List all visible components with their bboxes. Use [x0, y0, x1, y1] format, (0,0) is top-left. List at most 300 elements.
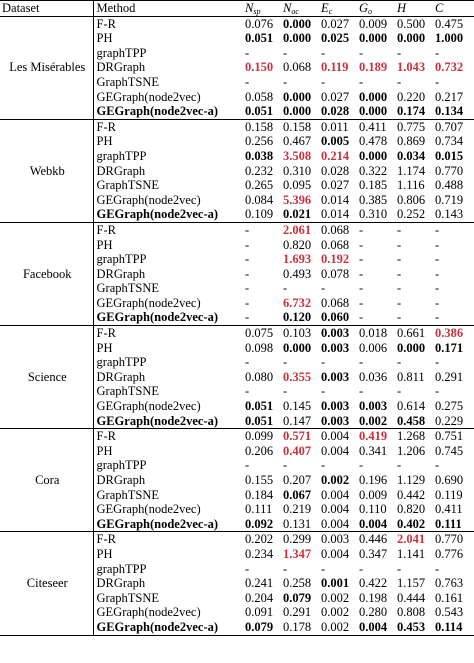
value-cell: 1.000: [435, 31, 464, 46]
value-cell: 0.000: [359, 104, 388, 119]
value-cell: -: [245, 74, 250, 89]
value-cell: -: [397, 310, 402, 325]
value-cell: 0.051: [245, 31, 274, 46]
value-cell: 0.028: [321, 104, 350, 119]
value-cell: 0.291: [283, 605, 312, 620]
value-cell: 0.155: [245, 473, 274, 487]
value-cell: 0.252: [397, 207, 426, 222]
method-cell: GEGraph(node2vec): [93, 90, 243, 105]
method-cell: F-R: [93, 326, 243, 341]
value-cell: 0.174: [397, 104, 426, 119]
method-cell: F-R: [93, 429, 243, 444]
value-cell: -: [245, 45, 250, 60]
value-cell: 0.003: [321, 413, 350, 428]
value-cell: -: [321, 355, 326, 370]
value-cell: 1.206: [397, 443, 426, 458]
method-cell: GEGraph(node2vec): [93, 399, 243, 414]
value-cell: 0.119: [435, 487, 463, 502]
value-cell: -: [397, 45, 402, 60]
value-cell: 0.291: [435, 369, 464, 384]
value-cell: 0.000: [359, 31, 388, 46]
value-cell: 0.571: [283, 429, 312, 444]
value-cell: 0.120: [283, 310, 312, 325]
method-cell: DRGraph: [93, 60, 243, 75]
dataset-label: Science: [27, 369, 67, 384]
value-cell: 1.129: [397, 473, 426, 487]
value-cell: 0.003: [321, 532, 350, 547]
value-cell: -: [283, 458, 288, 473]
value-cell: 0.467: [283, 134, 312, 149]
value-cell: 0.014: [321, 207, 350, 222]
dataset-group: [0, 119, 474, 222]
value-cell: 0.178: [283, 619, 312, 634]
value-cell: -: [359, 295, 364, 310]
value-cell: 0.386: [435, 326, 464, 341]
value-cell: -: [321, 281, 326, 296]
value-cell: 0.051: [245, 413, 274, 428]
header-metric-go: $G_o$: [359, 1, 373, 16]
value-cell: 0.806: [397, 192, 426, 207]
dataset-label: Cora: [35, 473, 60, 487]
value-cell: 0.002: [321, 590, 350, 605]
value-cell: 0.219: [283, 502, 312, 517]
value-cell: 0.079: [283, 590, 312, 605]
value-cell: -: [435, 237, 440, 252]
value-cell: 0.419: [359, 429, 388, 444]
value-cell: 0.158: [283, 119, 312, 134]
dataset-group: [0, 16, 474, 119]
value-cell: -: [245, 384, 250, 399]
value-cell: 0.207: [283, 473, 312, 487]
value-cell: -: [359, 222, 364, 237]
method-cell: DRGraph: [93, 267, 243, 282]
value-cell: 0.119: [321, 60, 349, 75]
value-cell: 0.015: [435, 148, 464, 163]
value-cell: 0.258: [283, 576, 312, 591]
value-cell: 0.275: [435, 399, 464, 414]
value-cell: -: [359, 266, 364, 281]
value-cell: 0.444: [397, 590, 426, 605]
value-cell: 5.396: [283, 192, 312, 207]
value-cell: 0.150: [245, 60, 274, 75]
value-cell: 0.004: [321, 487, 350, 502]
value-cell: 0.003: [321, 326, 350, 341]
method-cell: graphTPP: [93, 46, 243, 61]
value-cell: 0.000: [359, 148, 388, 163]
method-cell: PH: [93, 547, 243, 562]
value-cell: -: [245, 222, 250, 237]
value-cell: 0.453: [397, 619, 426, 634]
value-cell: 0.322: [359, 163, 388, 178]
value-cell: 0.068: [321, 295, 350, 310]
value-cell: -: [359, 458, 364, 473]
value-cell: 1.043: [397, 60, 426, 75]
value-cell: 0.185: [359, 178, 388, 193]
value-cell: 0.021: [283, 207, 312, 222]
value-cell: -: [245, 310, 250, 325]
value-cell: 0.158: [245, 119, 274, 134]
value-cell: 0.217: [435, 89, 464, 104]
value-cell: -: [321, 45, 326, 60]
value-cell: -: [397, 295, 402, 310]
value-cell: 0.234: [245, 546, 274, 561]
value-cell: 0.220: [397, 89, 426, 104]
value-cell: 0.091: [245, 605, 274, 620]
value-cell: -: [359, 252, 364, 267]
value-cell: -: [245, 252, 250, 267]
method-cell: graphTPP: [93, 562, 243, 577]
value-cell: -: [245, 237, 250, 252]
value-cell: 0.080: [245, 369, 274, 384]
value-cell: 2.061: [283, 222, 312, 237]
method-cell: GEGraph(node2vec): [93, 193, 243, 208]
method-cell: graphTPP: [93, 252, 243, 267]
value-cell: 0.811: [397, 369, 425, 384]
value-cell: 0.005: [321, 134, 350, 149]
value-cell: 0.004: [359, 516, 388, 531]
value-cell: 0.002: [321, 605, 350, 620]
value-cell: 0.003: [359, 399, 388, 414]
value-cell: 0.068: [283, 60, 312, 75]
value-cell: 1.347: [283, 546, 312, 561]
value-cell: 0.206: [245, 443, 274, 458]
method-cell: GEGraph(node2vec-a): [93, 310, 243, 325]
value-cell: -: [359, 281, 364, 296]
value-cell: 0.232: [245, 163, 274, 178]
value-cell: -: [283, 74, 288, 89]
table-row: [0, 326, 474, 341]
value-cell: 0.006: [359, 340, 388, 355]
header-metric-ec: $E_c$: [321, 1, 333, 16]
value-cell: 0.051: [245, 399, 274, 414]
value-cell: -: [321, 74, 326, 89]
method-cell: GEGraph(node2vec): [93, 605, 243, 620]
value-cell: -: [397, 281, 402, 296]
value-cell: 0.776: [435, 546, 464, 561]
header-dataset: Dataset: [2, 1, 40, 15]
value-cell: 0.095: [283, 178, 312, 193]
value-cell: -: [359, 45, 364, 60]
table-row: [0, 429, 474, 444]
value-cell: -: [397, 252, 402, 267]
value-cell: 0.745: [435, 443, 464, 458]
method-cell: DRGraph: [93, 164, 243, 179]
value-cell: 1.157: [397, 576, 426, 591]
value-cell: 0.411: [435, 502, 463, 517]
value-cell: 0.198: [359, 590, 388, 605]
value-cell: -: [321, 384, 326, 399]
value-cell: 0.027: [321, 16, 350, 31]
method-cell: DRGraph: [93, 473, 243, 488]
value-cell: 0.099: [245, 429, 274, 444]
value-cell: -: [435, 252, 440, 267]
value-cell: -: [359, 237, 364, 252]
value-cell: -: [397, 74, 402, 89]
value-cell: 0.018: [359, 326, 388, 341]
value-cell: 1.141: [397, 546, 426, 561]
value-cell: 0.475: [435, 16, 464, 31]
value-cell: 0.002: [321, 473, 350, 487]
value-cell: 0.500: [397, 16, 426, 31]
value-cell: -: [397, 384, 402, 399]
value-cell: 0.004: [359, 619, 388, 634]
table-row: [0, 119, 474, 134]
value-cell: -: [397, 222, 402, 237]
method-cell: DRGraph: [93, 576, 243, 591]
value-cell: 0.661: [397, 326, 426, 341]
value-cell: 0.000: [359, 89, 388, 104]
header-metric-h: H: [397, 1, 407, 15]
value-cell: 0.004: [321, 443, 350, 458]
value-cell: 0.060: [321, 310, 350, 325]
value-cell: 0.458: [397, 413, 426, 428]
dataset-group: [0, 532, 474, 635]
value-cell: 0.027: [321, 178, 350, 193]
dataset-label: Les Misérables: [9, 60, 86, 75]
value-cell: 0.004: [321, 502, 350, 517]
value-cell: 0.869: [397, 134, 426, 149]
value-cell: 0.770: [435, 532, 464, 547]
method-cell: GraphTSNE: [93, 488, 243, 503]
value-cell: 0.002: [321, 619, 350, 634]
value-cell: 0.442: [397, 487, 426, 502]
value-cell: -: [245, 561, 250, 576]
value-cell: 0.763: [435, 576, 464, 591]
value-cell: 0.614: [397, 399, 426, 414]
value-cell: 0.241: [245, 576, 274, 591]
method-cell: PH: [93, 444, 243, 459]
value-cell: 0.000: [283, 16, 312, 31]
method-cell: F-R: [93, 16, 243, 31]
value-cell: -: [283, 281, 288, 296]
value-cell: 0.068: [321, 237, 350, 252]
method-cell: GraphTSNE: [93, 384, 243, 399]
value-cell: 0.161: [435, 590, 464, 605]
value-cell: 0.002: [359, 413, 388, 428]
value-cell: 0.214: [321, 148, 350, 163]
value-cell: 1.174: [397, 163, 426, 178]
method-cell: GEGraph(node2vec-a): [93, 620, 243, 635]
header-metric-noc: $N_{oc}$: [283, 1, 299, 16]
value-cell: 0.000: [397, 31, 426, 46]
value-cell: 0.067: [283, 487, 312, 502]
value-cell: -: [283, 355, 288, 370]
value-cell: 0.110: [359, 502, 387, 517]
value-cell: 0.402: [397, 516, 426, 531]
dataset-group: [0, 326, 474, 429]
value-cell: 0.114: [435, 619, 463, 634]
value-cell: -: [435, 384, 440, 399]
value-cell: -: [245, 281, 250, 296]
value-cell: 0.265: [245, 178, 274, 193]
value-cell: 0.000: [397, 340, 426, 355]
table-row: [0, 16, 474, 31]
dataset-label: Webkb: [29, 163, 65, 178]
method-cell: DRGraph: [93, 370, 243, 385]
value-cell: 0.171: [435, 340, 464, 355]
value-cell: -: [245, 266, 250, 281]
value-cell: 0.355: [283, 369, 312, 384]
value-cell: 0.820: [397, 502, 426, 517]
value-cell: 0.446: [359, 532, 388, 547]
method-cell: GEGraph(node2vec-a): [93, 104, 243, 119]
value-cell: 0.299: [283, 532, 312, 547]
dataset-group: [0, 222, 474, 325]
value-cell: 0.347: [359, 546, 388, 561]
value-cell: 0.143: [435, 207, 464, 222]
value-cell: 0.820: [283, 237, 312, 252]
value-cell: 1.268: [397, 429, 426, 444]
value-cell: -: [435, 266, 440, 281]
value-cell: -: [397, 266, 402, 281]
value-cell: 0.075: [245, 326, 274, 341]
value-cell: -: [397, 355, 402, 370]
method-cell: F-R: [93, 532, 243, 547]
method-cell: PH: [93, 341, 243, 356]
value-cell: 0.192: [321, 252, 350, 267]
table-row: [0, 222, 474, 237]
method-cell: GraphTSNE: [93, 591, 243, 606]
dataset-label: Citeseer: [26, 576, 68, 591]
value-cell: 0.000: [283, 89, 312, 104]
method-cell: GEGraph(node2vec-a): [93, 517, 243, 532]
value-cell: -: [435, 355, 440, 370]
method-cell: PH: [93, 134, 243, 149]
value-cell: 0.111: [435, 516, 462, 531]
dataset-group: [0, 429, 474, 532]
value-cell: 0.000: [283, 340, 312, 355]
table-header: [0, 1, 474, 17]
value-cell: 0.310: [283, 163, 312, 178]
value-cell: 0.014: [321, 192, 350, 207]
value-cell: 0.103: [283, 326, 312, 341]
header-metric-c: C: [435, 1, 444, 15]
value-cell: -: [359, 561, 364, 576]
value-cell: 0.256: [245, 134, 274, 149]
value-cell: 0.003: [321, 340, 350, 355]
value-cell: 0.385: [359, 192, 388, 207]
value-cell: 0.775: [397, 119, 426, 134]
dataset-label: Facebook: [22, 266, 72, 281]
value-cell: 0.011: [321, 119, 349, 134]
value-cell: -: [283, 561, 288, 576]
value-cell: 0.341: [359, 443, 388, 458]
value-cell: -: [435, 281, 440, 296]
method-cell: graphTPP: [93, 149, 243, 164]
method-cell: F-R: [93, 119, 243, 134]
method-cell: F-R: [93, 222, 243, 237]
value-cell: 2.041: [397, 532, 426, 547]
value-cell: 0.229: [435, 413, 464, 428]
value-cell: 0.478: [359, 134, 388, 149]
value-cell: 0.707: [435, 119, 464, 134]
value-cell: 0.111: [245, 502, 273, 517]
value-cell: -: [435, 561, 440, 576]
value-cell: 0.004: [321, 429, 350, 444]
value-cell: 0.310: [359, 207, 388, 222]
value-cell: 0.109: [245, 207, 274, 222]
method-cell: GraphTSNE: [93, 281, 243, 296]
value-cell: 0.280: [359, 605, 388, 620]
value-cell: -: [435, 45, 440, 60]
value-cell: 0.092: [245, 516, 274, 531]
method-cell: graphTPP: [93, 355, 243, 370]
value-cell: -: [283, 384, 288, 399]
value-cell: 0.732: [435, 60, 464, 75]
value-cell: -: [397, 561, 402, 576]
value-cell: 0.719: [435, 192, 464, 207]
method-cell: GraphTSNE: [93, 178, 243, 193]
value-cell: 0.004: [321, 516, 350, 531]
value-cell: -: [435, 310, 440, 325]
value-cell: 1.116: [397, 178, 425, 193]
value-cell: 0.189: [359, 60, 388, 75]
value-cell: 1.693: [283, 252, 312, 267]
value-cell: -: [359, 74, 364, 89]
value-cell: 0.028: [321, 163, 350, 178]
value-cell: 0.068: [321, 222, 350, 237]
value-cell: 0.493: [283, 266, 312, 281]
value-cell: 0.147: [283, 413, 312, 428]
value-cell: -: [321, 561, 326, 576]
method-cell: PH: [93, 31, 243, 46]
method-cell: GraphTSNE: [93, 75, 243, 90]
value-cell: 6.732: [283, 295, 312, 310]
value-cell: 0.004: [321, 546, 350, 561]
value-cell: 0.003: [321, 369, 350, 384]
value-cell: 0.202: [245, 532, 274, 547]
value-cell: 3.508: [283, 148, 312, 163]
value-cell: -: [435, 74, 440, 89]
method-cell: GEGraph(node2vec-a): [93, 207, 243, 222]
value-cell: -: [245, 295, 250, 310]
value-cell: 0.034: [397, 148, 426, 163]
method-cell: GEGraph(node2vec): [93, 296, 243, 311]
value-cell: 0.411: [359, 119, 387, 134]
value-cell: 0.000: [283, 31, 312, 46]
value-cell: 0.009: [359, 16, 388, 31]
value-cell: -: [321, 458, 326, 473]
value-cell: -: [359, 310, 364, 325]
value-cell: -: [245, 458, 250, 473]
value-cell: 0.734: [435, 134, 464, 149]
value-cell: 0.184: [245, 487, 274, 502]
value-cell: -: [359, 384, 364, 399]
value-cell: 0.134: [435, 104, 464, 119]
value-cell: -: [397, 458, 402, 473]
value-cell: 0.145: [283, 399, 312, 414]
value-cell: 0.488: [435, 178, 464, 193]
header-metric-nsp: $N_{sp}$: [245, 1, 261, 16]
value-cell: 0.084: [245, 192, 274, 207]
value-cell: 0.808: [397, 605, 426, 620]
value-cell: 0.407: [283, 443, 312, 458]
value-cell: 0.001: [321, 576, 350, 591]
value-cell: 0.690: [435, 473, 464, 487]
value-cell: 0.000: [283, 104, 312, 119]
value-cell: 0.131: [283, 516, 312, 531]
value-cell: -: [359, 355, 364, 370]
value-cell: 0.009: [359, 487, 388, 502]
method-cell: graphTPP: [93, 458, 243, 473]
value-cell: 0.751: [435, 429, 464, 444]
value-cell: 0.422: [359, 576, 388, 591]
value-cell: 0.770: [435, 163, 464, 178]
value-cell: -: [397, 237, 402, 252]
value-cell: 0.204: [245, 590, 274, 605]
value-cell: 0.038: [245, 148, 274, 163]
value-cell: 0.003: [321, 399, 350, 414]
